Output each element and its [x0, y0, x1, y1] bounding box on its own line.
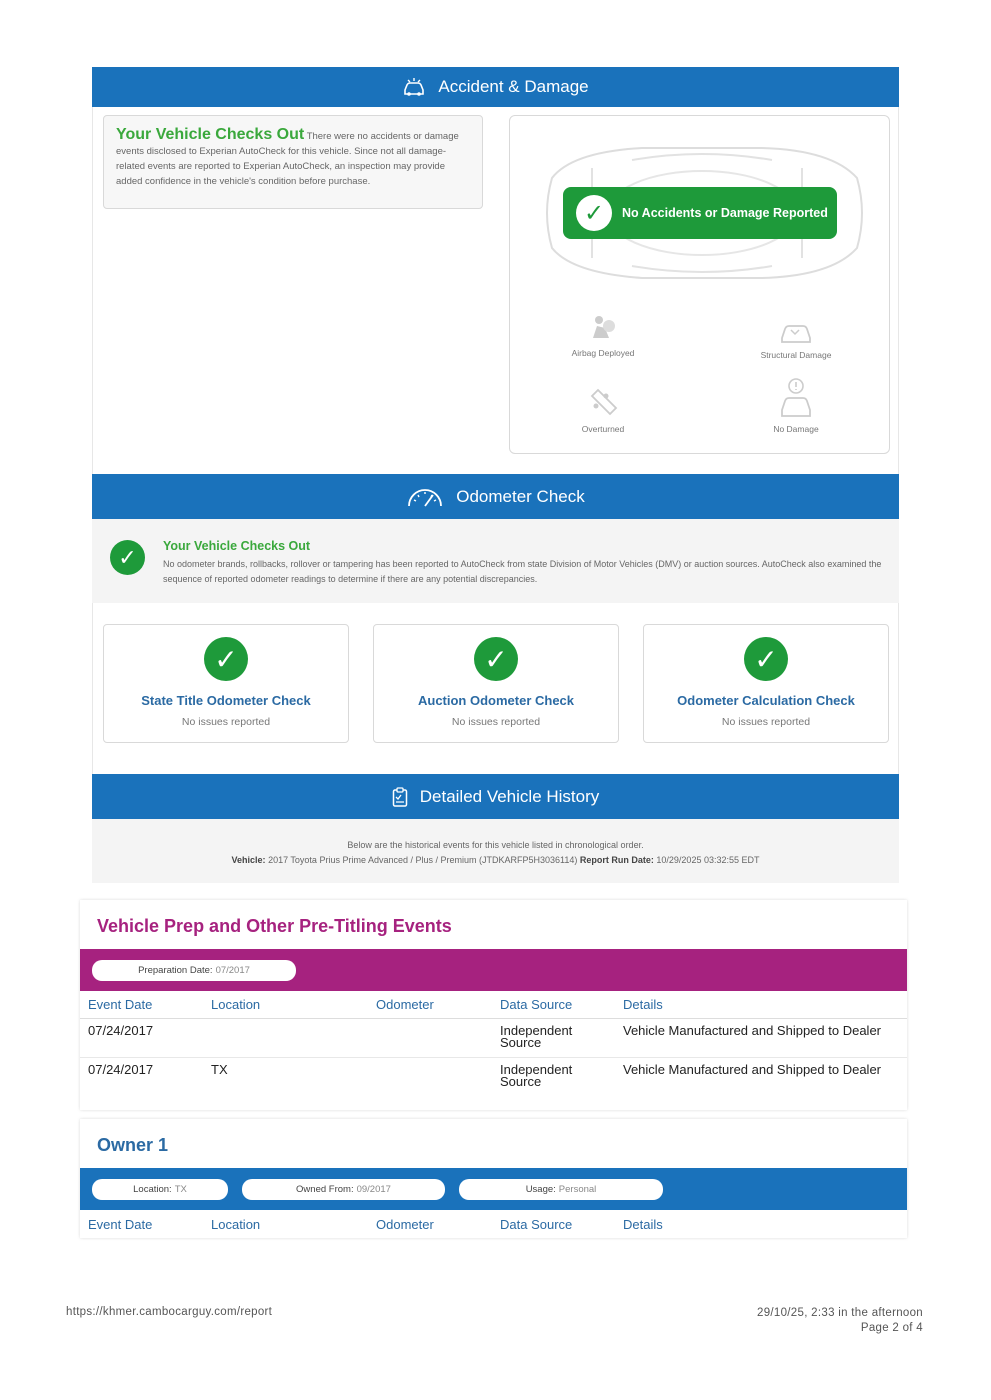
col-location: Location [211, 1216, 261, 1232]
footer-datetime: 29/10/25, 2:33 in the afternoon [757, 1307, 923, 1319]
damage-item-no-damage [731, 378, 861, 434]
owner-title: Owner 1 [97, 1135, 169, 1155]
damage-item-overturned [538, 388, 668, 434]
owner-section [80, 1119, 907, 1238]
accident-damage-title: Accident & Damage [438, 77, 589, 96]
row-date: 07/24/2017 [88, 1062, 154, 1077]
checks-text: There were no accidents or damage events disclosed to Experian AutoCheck for this vehicle. Since not all damage-related events are reported to Experian AutoCheck, an inspection may provide added confidence in the vehicle's condition before purchase. [116, 131, 459, 187]
card-status: No issues reported [721, 716, 811, 728]
structural-damage-label: Structural Damage [760, 350, 832, 360]
accident-damage-body [92, 107, 899, 474]
card-title: Auction Odometer Check [417, 693, 575, 708]
chip-value: 07/2017 [215, 964, 250, 976]
vehicle-checks-out-box [103, 115, 483, 209]
footer-meta [757, 1306, 923, 1336]
col-data-source: Data Source [500, 1216, 573, 1232]
vehicle-prep-section [80, 900, 907, 1110]
checks-title: Your Vehicle Checks Out [116, 126, 305, 143]
chip-value: 09/2017 [356, 1183, 391, 1195]
vehicle-history-intro [92, 819, 899, 883]
check-icon: ✓ [204, 637, 248, 681]
vehicle-prep-title: Vehicle Prep and Other Pre-Titling Events [97, 916, 452, 936]
chip-label: Owned From: [296, 1183, 354, 1195]
col-data-source: Data Source [500, 997, 573, 1012]
row-location: TX [211, 1062, 228, 1077]
col-details: Details [623, 1216, 663, 1232]
odometer-summary-title: Your Vehicle Checks Out [163, 539, 311, 553]
vehicle-value: 2017 Toyota Prius Prime Advanced / Plus / Premium (JTDKARFP5H3036114) [268, 855, 578, 865]
owner-strip [80, 1168, 907, 1210]
prep-table-header [80, 991, 907, 1019]
col-location: Location [211, 997, 261, 1012]
history-vehicle-line [92, 853, 899, 868]
damage-diagram-panel [509, 115, 890, 454]
no-damage-label: No Damage [773, 424, 819, 434]
accident-damage-header [92, 67, 899, 107]
odometer-cards [92, 603, 899, 774]
run-date-label: Report Run Date: [579, 855, 654, 865]
overturned-car-icon [586, 388, 620, 420]
no-accidents-label: No Accidents or Damage Reported [622, 206, 828, 220]
card-status: No issues reported [181, 716, 271, 728]
card-status: No issues reported [451, 716, 541, 728]
footer-url[interactable]: https://khmer.cambocarguy.com/report [66, 1306, 273, 1318]
check-icon: ✓ [576, 195, 612, 231]
damage-item-structural [731, 320, 861, 360]
owner-owned-from-chip [242, 1179, 445, 1200]
overturned-label: Overturned [581, 424, 625, 434]
odometer-summary [92, 519, 899, 603]
row-odometer [376, 1064, 500, 1108]
owner-location-chip [92, 1179, 228, 1200]
vehicle-history-header [92, 774, 899, 819]
report [92, 67, 899, 883]
odometer-check-header [92, 474, 899, 519]
col-odometer: Odometer [376, 1216, 434, 1232]
owner-usage-chip [459, 1179, 663, 1200]
car-crash-icon [402, 77, 426, 97]
airbag-icon [587, 312, 619, 344]
col-event-date: Event Date [88, 1216, 153, 1232]
row-location [211, 1025, 376, 1057]
vehicle-prep-strip [80, 949, 907, 991]
card-title: State Title Odometer Check [141, 693, 311, 708]
clipboard-icon [392, 787, 408, 807]
damage-item-airbag [538, 312, 668, 358]
structural-damage-icon [779, 320, 813, 346]
row-date: 07/24/2017 [88, 1023, 154, 1038]
vehicle-history-title: Detailed Vehicle History [419, 786, 600, 806]
chip-label: Location: [133, 1183, 172, 1195]
chip-label: Preparation Date: [138, 964, 213, 976]
check-icon: ✓ [110, 540, 145, 575]
preparation-date-chip [92, 960, 296, 981]
chip-value: TX [174, 1183, 187, 1195]
col-odometer: Odometer [376, 997, 434, 1012]
airbag-label: Airbag Deployed [571, 348, 635, 358]
vehicle-label: Vehicle: [231, 855, 266, 865]
history-intro-text: Below are the historical events for this vehicle listed in chronological order. [347, 840, 644, 850]
chip-value: Personal [558, 1183, 597, 1195]
card-title: Odometer Calculation Check [677, 693, 855, 708]
odometer-check-title: Odometer Check [456, 486, 585, 506]
table-row [80, 1019, 907, 1058]
row-details: Vehicle Manufactured and Shipped to Dealer [623, 1062, 882, 1077]
run-date-value: 10/29/2025 03:32:55 EDT [656, 855, 760, 865]
no-damage-car-icon [778, 378, 814, 420]
row-odometer [376, 1025, 500, 1057]
col-details: Details [623, 997, 663, 1012]
speedometer-icon [406, 486, 444, 508]
col-event-date: Event Date [88, 997, 153, 1012]
row-source: Independent Source [500, 1062, 573, 1089]
odometer-card-calculation [643, 624, 889, 743]
table-row [80, 1058, 907, 1108]
row-details: Vehicle Manufactured and Shipped to Dealer [623, 1023, 882, 1038]
odometer-card-auction [373, 624, 619, 743]
odometer-summary-text: No odometer brands, rollbacks, rollover or tampering has been reported to AutoCheck from state Division of Motor Vehicles (DMV) or auction sources. AutoCheck also examined the sequence of reported odometer readings to determine if there are any potential discrepancies. [163, 559, 882, 584]
odometer-card-state-title [103, 624, 349, 743]
no-accidents-pill [563, 187, 837, 239]
owner-table-header [80, 1210, 907, 1238]
check-icon: ✓ [744, 637, 788, 681]
footer-page: Page 2 of 4 [860, 1322, 923, 1334]
row-source: Independent Source [500, 1023, 573, 1050]
check-icon: ✓ [474, 637, 518, 681]
chip-label: Usage: [525, 1183, 556, 1195]
